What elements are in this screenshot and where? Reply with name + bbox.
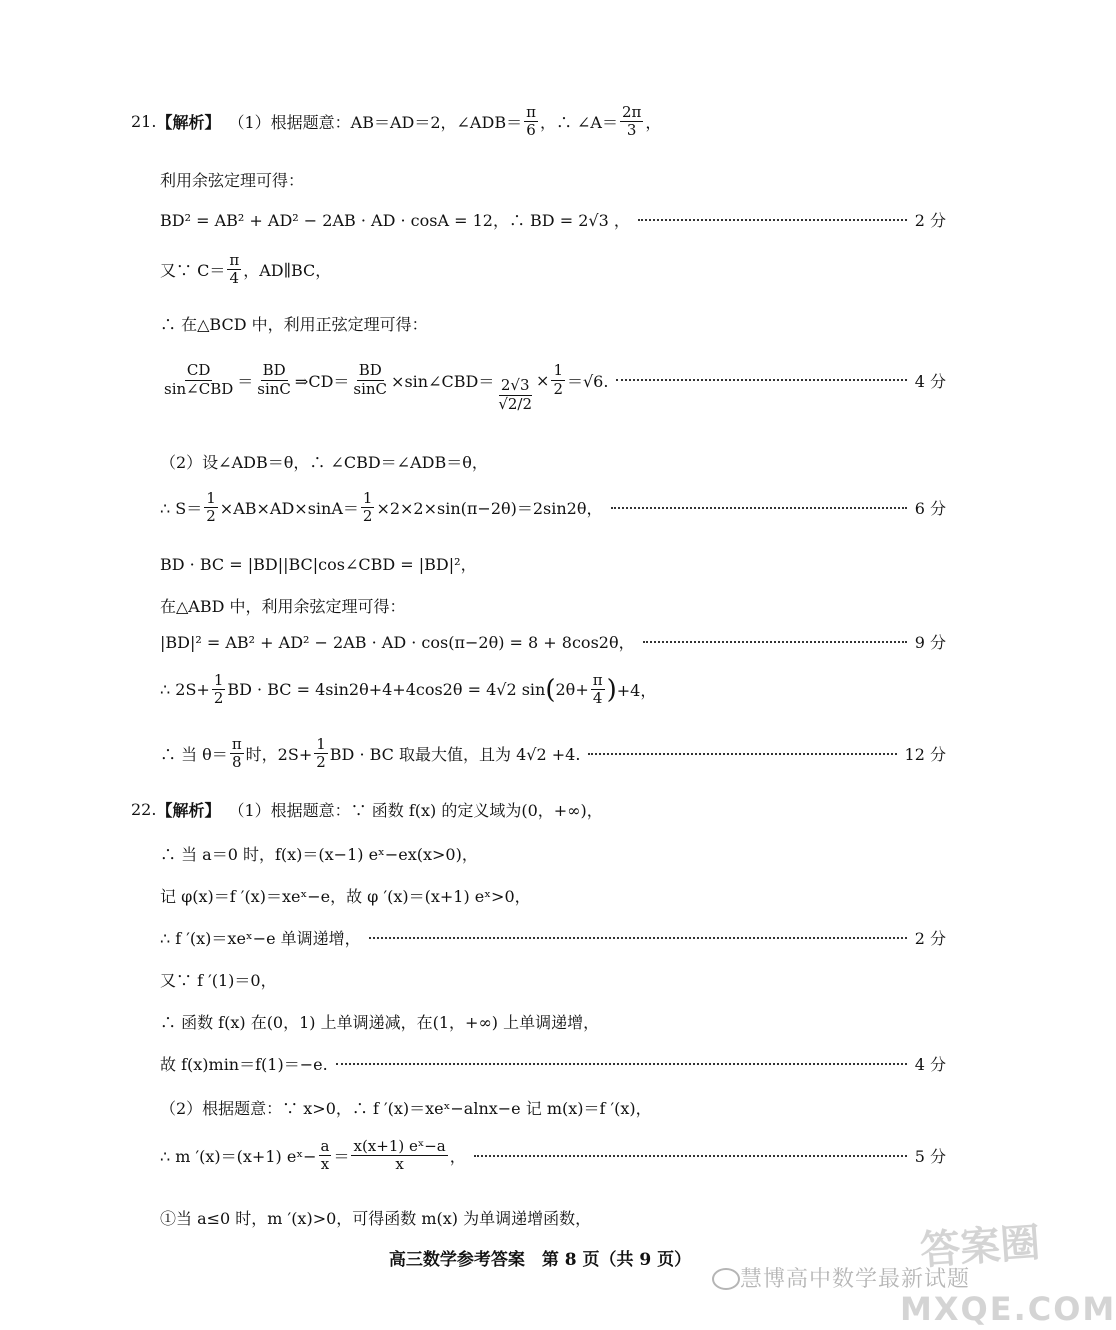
- q22-line-1: 22. 【解析】 （1）根据题意：∵ 函数 f(x) 的定义域为(0，+∞)，: [131, 800, 603, 820]
- q21-line-10: 在△ABD 中，利用余弦定理可得：: [160, 597, 406, 616]
- score-5: 5 分: [914, 1147, 946, 1167]
- q21-line-12: ∴ 2S+ $\frac{1}{2}$ BD · BC = 4sin2θ+4+4cos2θ = 4√2 sin ( 2θ+ $\frac{\pi}{4}$ ) +4，: [160, 671, 657, 708]
- q21-line-9: BD · BC = |BD||BC|cos∠CBD = |BD|²，: [160, 555, 477, 574]
- wechat-icon: [712, 1268, 740, 1290]
- q21-l1-frac-2: $\frac{2\pi}{3}$: [622, 103, 642, 140]
- q21-line-5: ∴ 在△BCD 中，利用正弦定理可得：: [160, 315, 428, 334]
- q22-tag: 【解析】: [156, 801, 221, 820]
- q22-number: 22.: [131, 800, 157, 819]
- q21-line-7: （2）设∠ADB＝θ，∴ ∠CBD＝∠ADB＝θ，: [160, 453, 488, 472]
- q21-line-11: |BD|² = AB² + AD² − 2AB · AD · cos(π−2θ) = 8 + 8cos2θ， 9 分: [160, 630, 946, 653]
- q21-l1b: ，∴ ∠A＝: [539, 113, 618, 133]
- q21-line-1: [131, 104, 661, 140]
- score-9: 9 分: [914, 633, 946, 652]
- q21-line-13: ∴ 当 θ＝ $\frac{\pi}{8}$ 时，2S+ $\frac{1}{2}$ BD · BC 取最大值，且为 4√2 +4. 12 分: [160, 735, 946, 772]
- score-12: 12 分: [904, 745, 946, 765]
- q22-line-10: ①当 a≤0 时，m ′(x)>0，可得函数 m(x) 为单调递增函数，: [160, 1209, 592, 1228]
- q22-line-7: 故 f(x)min＝f(1)＝−e. 4 分: [160, 1052, 946, 1075]
- score-2b: 2 分: [914, 929, 946, 948]
- q22-line-3: 记 φ(x)＝f ′(x)＝xeˣ−e，故 φ ′(x)＝(x+1) eˣ>0，: [160, 887, 531, 906]
- q22-line-8: （2）根据题意：∵ x>0，∴ f ′(x)＝xeˣ−alnx−e 记 m(x)＝f ′(x)，: [160, 1099, 652, 1118]
- q21-l1c: ，: [645, 113, 662, 133]
- q21-number: 21.: [131, 112, 157, 132]
- q22-line-6: ∴ 函数 f(x) 在(0，1) 上单调递减，在(1，+∞) 上单调递增，: [160, 1013, 600, 1032]
- score-4: 4 分: [914, 371, 946, 391]
- watermark-logo: 答案圈: [918, 1219, 1042, 1275]
- watermark-site: MXQE.COM: [900, 1290, 1116, 1328]
- q22-line-5: 又∵ f ′(1)＝0，: [160, 971, 277, 990]
- q22-line-4: ∴ f ′(x)＝xeˣ−e 单调递增， 2 分: [160, 926, 946, 949]
- q22-line-9: ∴ m ′(x)＝(x+1) eˣ− $\frac{a}{x}$ ＝ $\frac{\text{x(x+1) eˣ−a}}{x}$ ， 5 分: [160, 1137, 946, 1174]
- q21-line-3: BD² = AB² + AD² − 2AB · AD · cosA = 12，∴ BD = 2√3 ， 2 分: [160, 208, 946, 231]
- q22-line-2: ∴ 当 a＝0 时，f(x)＝(x−1) eˣ−ex(x>0)，: [160, 845, 478, 864]
- score-2: 2 分: [914, 211, 946, 230]
- q21-l1a: （1）根据题意：AB＝AD＝2，∠ADB＝: [228, 113, 523, 133]
- q21-line-2: 利用余弦定理可得：: [160, 171, 305, 190]
- q21-line-8: ∴ S＝ $\frac{1}{2}$ ×AB×AD×sinA＝ $\frac{1}{2}$ ×2×2×sin(π−2θ)＝2sin2θ， 6 分: [160, 489, 946, 526]
- q21-l1-frac-1: $\frac{\pi}{6}$: [526, 103, 536, 140]
- q21-line-6: $\frac{CD}{\text{sin∠CBD}}$ ＝ $\frac{BD}{\sin C}$ ⇒CD＝ $\frac{BD}{\sin C}$ ×sin∠CBD＝ $\frac{2√3}{√2/2}$ × $\frac{1}{2}$ ＝√6. 4 分: [164, 361, 946, 413]
- watermark-account: 慧博高中数学最新试题: [740, 1267, 971, 1292]
- score-6: 6 分: [914, 499, 946, 519]
- page-footer: 高三数学参考答案 第 8 页（共 9 页）: [388, 1250, 692, 1270]
- q21-tag: 【解析】: [156, 113, 221, 133]
- q21-line-4: 又∵ C＝ $\frac{\pi}{4}$ ，AD∥BC，: [160, 251, 332, 288]
- score-4b: 4 分: [914, 1055, 946, 1074]
